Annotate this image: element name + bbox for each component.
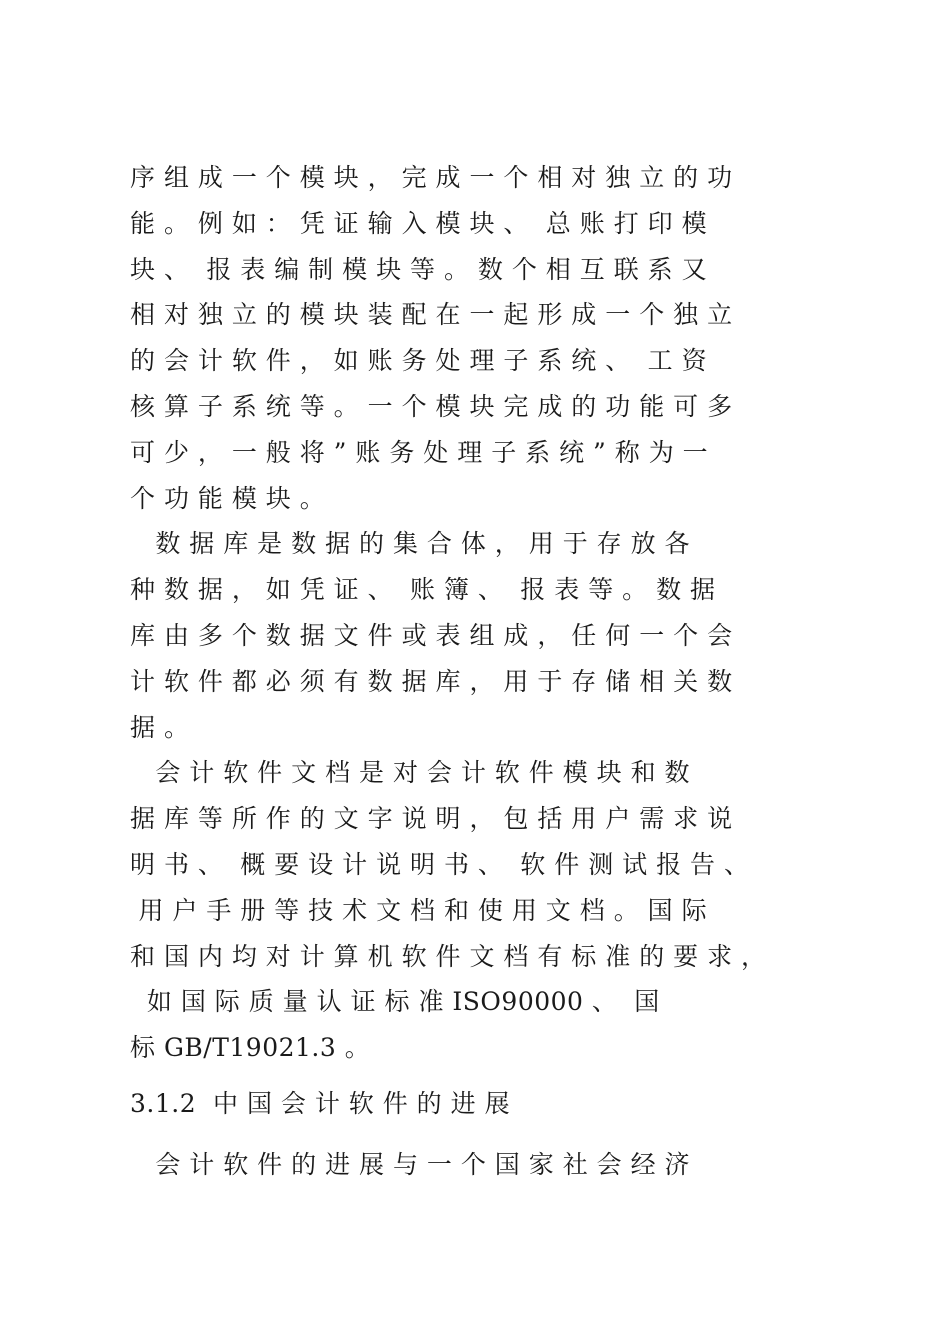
- text-line: 序 组 成 一 个 模 块 ， 完 成 一 个 相 对 独 立 的 功: [130, 163, 733, 192]
- text-line: 据 库 等 所 作 的 文 字 说 明 ， 包 括 用 户 需 求 说: [130, 804, 733, 834]
- text-line: 库 由 多 个 数 据 文 件 或 表 组 成 ， 任 何 一 个 会: [130, 620, 733, 650]
- text-line: 的 会 计 软 件 ， 如 账 务 处 理 子 系 统 、 工 资: [130, 346, 708, 376]
- text-line: 会 计 软 件 的 进 展 与 一 个 国 家 社 会 经 济: [130, 1149, 691, 1179]
- text-line: 和 国 内 均 对 计 算 机 软 件 文 档 有 标 准 的 要 求 ，: [130, 941, 767, 971]
- text-line: 块 、 报 表 编 制 模 块 等 。 数 个 相 互 联 系 又: [130, 254, 708, 284]
- text-line: 用 户 手 册 等 技 术 文 档 和 使 用 文 档 。 国 际: [130, 895, 708, 925]
- text-line: 个 功 能 模 块 。: [130, 483, 326, 513]
- text-line: 据 。: [130, 712, 190, 742]
- text-line: 种 数 据 ， 如 凭 证 、 账 簿 、 报 表 等 。 数 据: [130, 575, 716, 605]
- text-line: 明 书 、 概 要 设 计 说 明 书 、 软 件 测 试 报 告 、: [130, 849, 750, 879]
- text-line: 会 计 软 件 文 档 是 对 会 计 软 件 模 块 和 数: [130, 758, 691, 788]
- text-line: 如 国 际 质 量 认 证 标 准 ISO90000 、 国: [130, 987, 660, 1017]
- text-line: 数 据 库 是 数 据 的 集 合 体 ， 用 于 存 放 各: [130, 529, 691, 559]
- document-body: [130, 155, 850, 1188]
- text-line: 计 软 件 都 必 须 有 数 据 库 ， 用 于 存 储 相 关 数: [130, 666, 733, 696]
- text-line: 核 算 子 系 统 等 。 一 个 模 块 完 成 的 功 能 可 多: [130, 391, 733, 421]
- text-line: 相 对 独 立 的 模 块 装 配 在 一 起 形 成 一 个 独 立: [130, 300, 733, 330]
- text-line: 标 GB/T19021.3 。: [130, 1033, 371, 1063]
- text-line: 可 少 ， 一 般 将 ” 账 务 处 理 子 系 统 ” 称 为 一: [130, 437, 709, 467]
- section-heading: 3.1.2 中 国 会 计 软 件 的 进 展: [130, 1088, 511, 1118]
- text-line: 能 。 例 如 ： 凭 证 输 入 模 块 、 总 账 打 印 模: [130, 208, 708, 238]
